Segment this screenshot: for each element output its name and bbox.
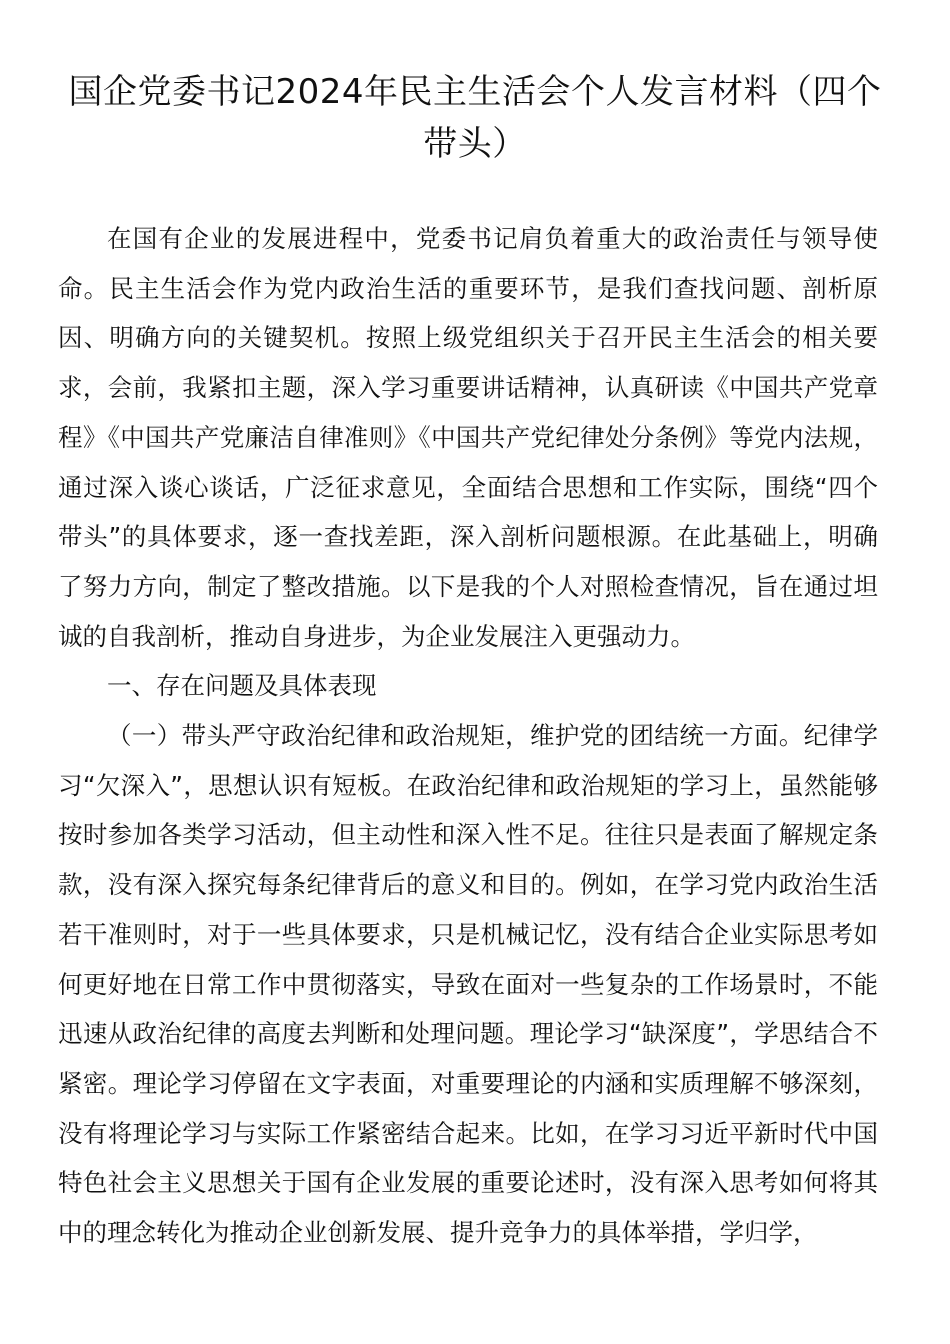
document-body <box>58 214 878 1258</box>
section-heading: 一、存在问题及具体表现 <box>107 671 377 701</box>
document-title: 国企党委书记2024年民主生活会个人发言材料（四个带头） <box>68 72 882 164</box>
intro-paragraph: 在国有企业的发展进程中，党委书记肩负着重大的政治责任与领导使命。民主生活会作为党内政治生活的重要环节，是我们查找问题、剖析原因、明确方向的关键契机。按照上级党组织关于召开民主生活会的相关要求，会前，我紧扣主题，深入学习重要讲话精神，认真研读《中国共产党章程》《中国共产党廉洁自律准则》《中国共产党纪律处分条例》等党内法规，通过深入谈心谈话，广泛征求意见，全面结合思想和工作实际，围绕“四个带头”的具体要求，逐一查找差距，深入剖析问题根源。在此基础上，明确了努力方向，制定了整改措施。以下是我的个人对照检查情况，旨在通过坦诚的自我剖析，推动自身进步，为企业发展注入更强动力。 <box>58 224 878 651</box>
subsection-paragraph: （一）带头严守政治纪律和政治规矩，维护党的团结统一方面。纪律学习“欠深入”，思想认识有短板。在政治纪律和政治规矩的学习上，虽然能够按时参加各类学习活动，但主动性和深入性不足。往往只是表面了解规定条款，没有深入探究每条纪律背后的意义和目的。例如，在学习党内政治生活若干准则时，对于一些具体要求，只是机械记忆，没有结合企业实际思考如何更好地在日常工作中贯彻落实，导致在面对一些复杂的工作场景时，不能迅速从政治纪律的高度去判断和处理问题。理论学习“缺深度”，学思结合不紧密。理论学习停留在文字表面，对重要理论的内涵和实质理解不够深刻，没有将理论学习与实际工作紧密结合起来。比如，在学习习近平新时代中国特色社会主义思想关于国有企业发展的重要论述时，没有深入思考如何将其中的理念转化为推动企业创新发展、提升竞争力的具体举措，学归学， <box>58 721 878 1248</box>
